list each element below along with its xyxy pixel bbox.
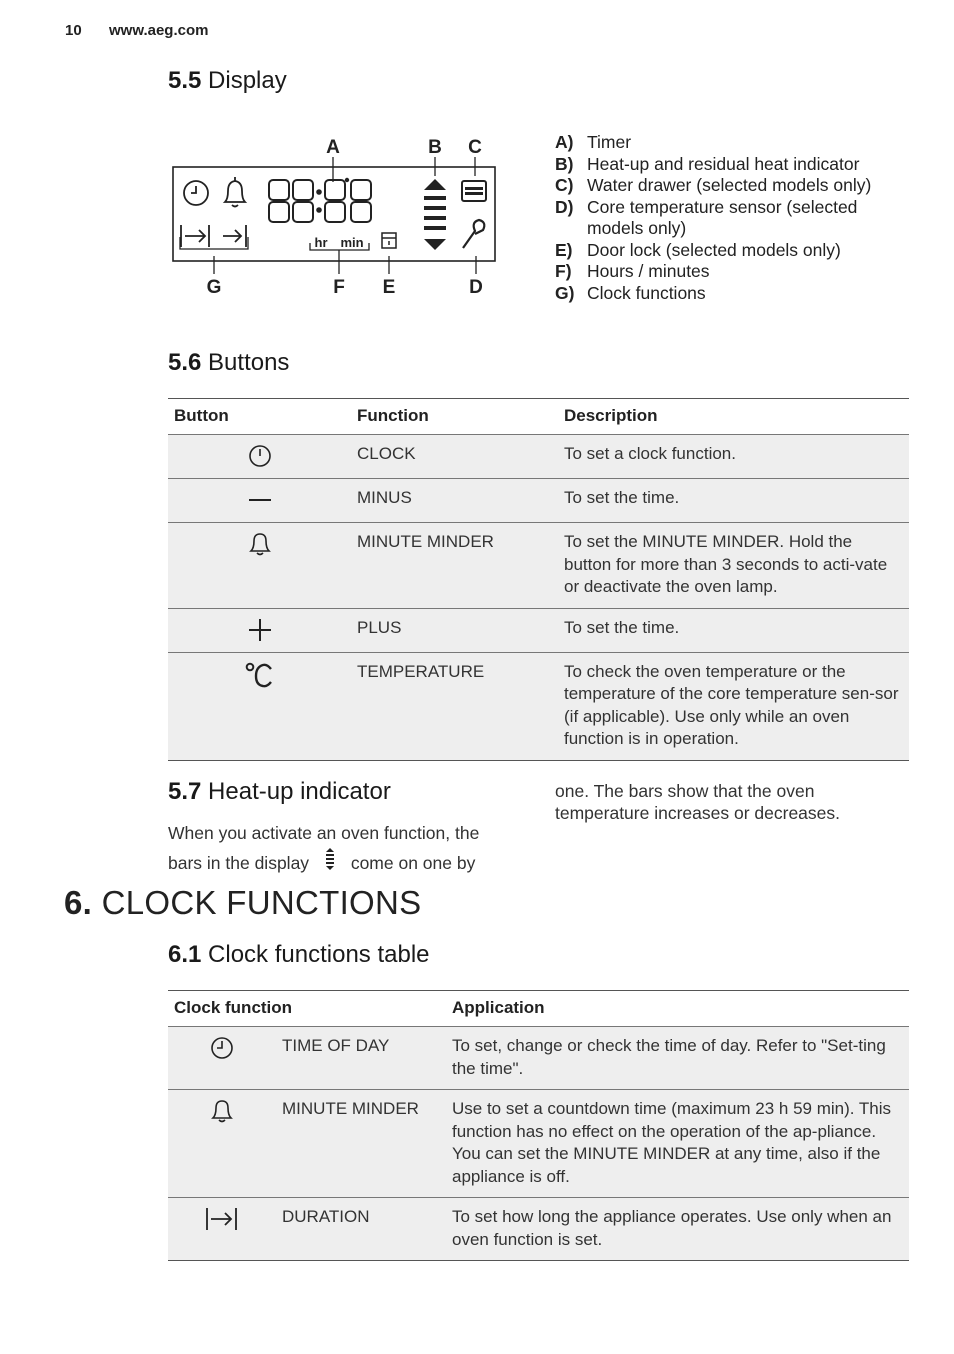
legend-item: B) Heat-up and residual heat indicator [555, 153, 860, 174]
table-row [168, 652, 909, 760]
water-drawer-icon [462, 181, 486, 201]
function-cell: PLUS [351, 608, 558, 652]
label-g: G [206, 277, 222, 298]
description-cell: To set the time. [558, 479, 909, 523]
table-row [168, 1027, 909, 1090]
duration-icon [205, 1206, 239, 1232]
min-label: min [340, 235, 364, 250]
legend-item: A) Timer [555, 132, 632, 152]
function-cell: MINUS [351, 479, 558, 523]
table-header-row [168, 399, 909, 435]
clock-icon [209, 1035, 235, 1061]
heat-up-paragraph-left: When you activate an oven function, the bars in the display come on one by [168, 823, 480, 873]
hr-label: hr [314, 235, 328, 250]
table-row [168, 435, 909, 479]
column-header: Function [351, 399, 558, 435]
table-row [168, 1198, 909, 1261]
table-row [168, 608, 909, 652]
description-cell: To set the MINUTE MINDER. Hold the button for more than 3 seconds to acti-vate or deactivate the oven lamp. [558, 523, 909, 609]
description-cell: To set a clock function. [558, 435, 909, 479]
legend-item: E) Door lock (selected models only) [555, 239, 841, 260]
celsius-icon [245, 661, 275, 689]
chapter-6-heading: 6. CLOCK FUNCTIONS [64, 884, 422, 921]
table-row [168, 479, 909, 523]
label-d: D [469, 277, 483, 298]
plus-icon [247, 617, 273, 643]
description-cell: To check the oven temperature or the temperature of the core temperature sen-sor (if applicable). Use only while an oven function is in operation. [558, 652, 909, 760]
column-header: Description [558, 399, 909, 435]
section-6-1-heading: 6.1 Clock functions table [168, 941, 430, 968]
application-cell: Use to set a countdown time (maximum 23 h 59 min). This function has no effect on the operation of the ap-pliance. You can set the MINUTE MINDER at any time, also if the appliance is off. [446, 1090, 909, 1198]
function-cell: CLOCK [351, 435, 558, 479]
display-legend [555, 132, 907, 304]
timer-icon [184, 181, 208, 205]
function-cell: MINUTE MINDER [351, 523, 558, 609]
clock-functions-icons [181, 225, 246, 247]
heat-up-paragraph-right: one. The bars show that the oven temperature increases or decreases. [555, 781, 840, 823]
column-header: Clock function [168, 991, 446, 1027]
column-header: Button [168, 399, 351, 435]
time-digits [269, 179, 371, 222]
power-clock-icon [247, 443, 273, 469]
legend-item: G) Clock functions [555, 282, 706, 303]
label-f: F [333, 277, 345, 298]
label-c: C [468, 137, 482, 158]
buttons-table [168, 398, 909, 761]
bell-icon [209, 1098, 235, 1124]
section-5-5-heading: 5.5 Display [168, 67, 287, 94]
heat-up-bars-icon [318, 848, 342, 872]
label-b: B [428, 137, 442, 158]
application-cell: To set, change or check the time of day. Refer to "Set-ting the time". [446, 1027, 909, 1090]
display-diagram [165, 130, 505, 300]
application-cell: To set how long the appliance operates. Use only when an oven function is set. [446, 1198, 909, 1261]
label-e: E [382, 277, 396, 298]
page-number: 10 [65, 22, 82, 39]
legend-item: C) Water drawer (selected models only) [555, 175, 872, 195]
function-cell: MINUTE MINDER [276, 1090, 446, 1198]
description-cell: To set the time. [558, 608, 909, 652]
core-temperature-sensor-icon [463, 220, 484, 248]
label-a: A [326, 137, 340, 158]
minus-icon [247, 487, 273, 513]
website-url: www.aeg.com [109, 22, 209, 39]
bell-icon [247, 531, 273, 557]
clock-functions-table [168, 990, 909, 1261]
section-5-7-heading: 5.7 Heat-up indicator [168, 778, 391, 805]
legend-item: D) Core temperature sensor (selected models only) [555, 196, 858, 238]
bell-icon [225, 177, 245, 207]
legend-item: F) Hours / minutes [555, 261, 710, 281]
function-cell: DURATION [276, 1198, 446, 1261]
table-row [168, 1090, 909, 1198]
section-5-6-heading: 5.6 Buttons [168, 349, 290, 376]
column-header: Application [446, 991, 909, 1027]
table-header-row [168, 991, 909, 1027]
door-lock-icon [382, 233, 396, 248]
function-cell: TEMPERATURE [351, 652, 558, 760]
table-row [168, 523, 909, 609]
function-cell: TIME OF DAY [276, 1027, 446, 1090]
heat-up-indicator-icon [424, 179, 446, 250]
